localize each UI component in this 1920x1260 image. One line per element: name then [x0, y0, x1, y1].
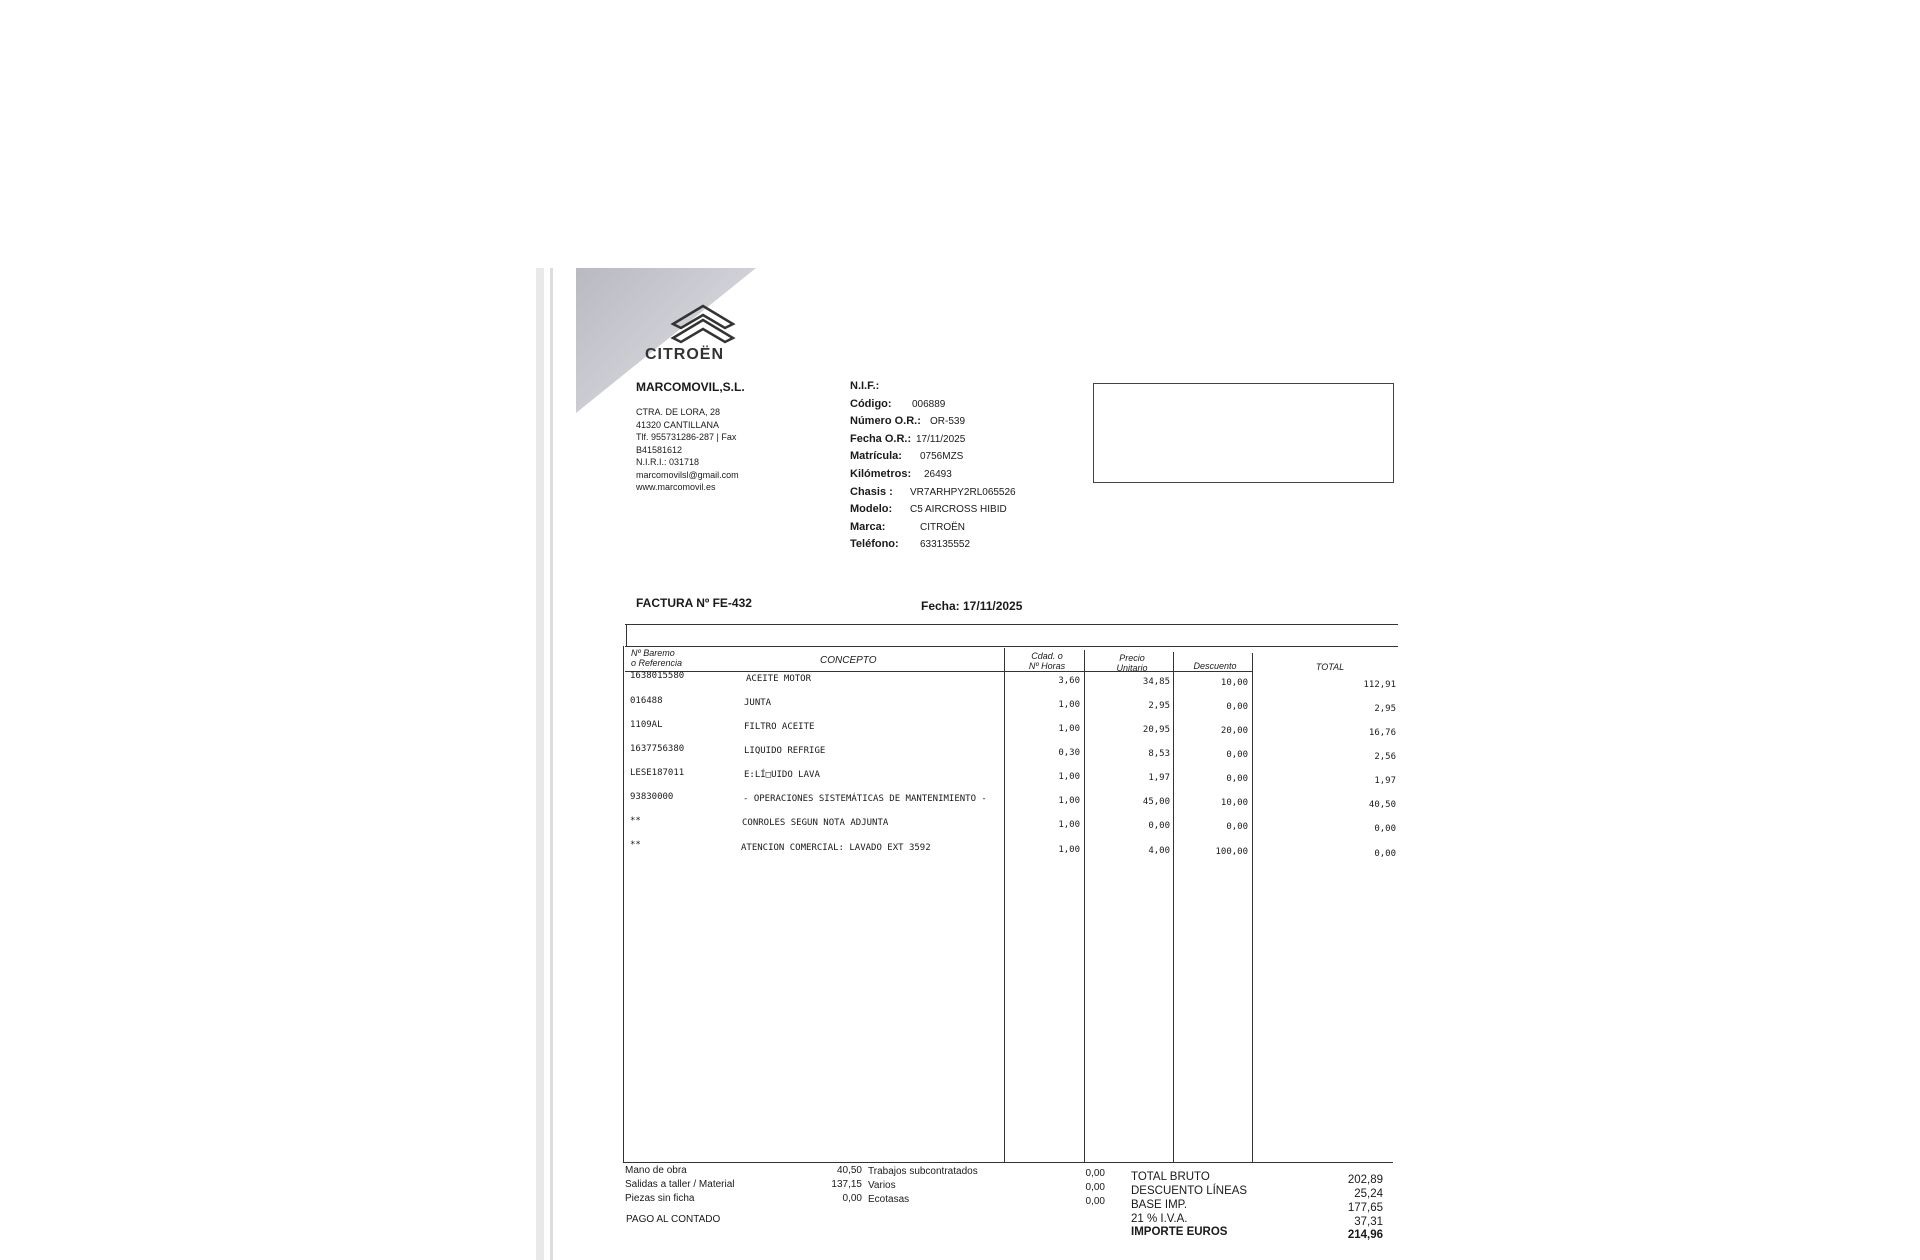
row-qty: 1,00 [1058, 700, 1080, 710]
row-qty: 3,60 [1058, 676, 1080, 686]
header-discount: Descuento [1193, 661, 1237, 671]
header-price-line2: Unitario [1116, 663, 1148, 673]
footer-value: 0,00 [1085, 1168, 1105, 1179]
row-qty: 1,00 [1058, 724, 1080, 734]
row-total: 40,50 [1368, 800, 1396, 810]
total-value: 37,31 [1354, 1216, 1383, 1228]
row-total: 112,91 [1363, 680, 1396, 690]
row-concept: ACEITE MOTOR [746, 674, 812, 684]
info-value: 633135552 [920, 539, 971, 551]
row-ref: 1638015580 [630, 671, 685, 681]
vehicle-info [850, 378, 1016, 554]
row-price: 34,85 [1142, 677, 1170, 687]
info-label: Kilómetros: [850, 467, 912, 480]
info-row-codigo [850, 396, 1016, 414]
row-concept: E:LÍ□UIDO LAVA [744, 770, 820, 780]
col-divider-concept [1004, 648, 1005, 1162]
header-qty-line2: Nº Horas [1028, 661, 1066, 671]
header-ref-line1: Nº Baremo [631, 648, 675, 658]
info-row-chasis [850, 484, 1016, 502]
payment-method: PAGO AL CONTADO [626, 1214, 721, 1225]
grand-total-value: 214,96 [1347, 1229, 1383, 1241]
row-ref: LESE187011 [630, 768, 685, 778]
row-discount: 0,00 [1226, 774, 1248, 784]
total-label: TOTAL BRUTO [1131, 1171, 1210, 1183]
header-ref [631, 648, 682, 668]
client-address-box [1093, 383, 1394, 483]
row-total: 0,00 [1374, 849, 1396, 859]
scan-edge [536, 268, 544, 1260]
row-qty: 1,00 [1058, 796, 1080, 806]
info-row-nif [850, 378, 1016, 396]
row-price: 4,00 [1148, 846, 1170, 856]
footer-label: Ecotasas [868, 1194, 910, 1205]
info-value: 17/11/2025 [916, 433, 966, 445]
info-label: Teléfono: [850, 538, 899, 551]
row-price: 0,00 [1148, 821, 1170, 831]
row-qty: 1,00 [1058, 772, 1080, 782]
header-total: TOTAL [1315, 662, 1345, 672]
info-label: Fecha O.R.: [850, 432, 912, 445]
col-divider-discount [1252, 653, 1253, 1162]
company-name: MARCOMOVIL,S.L. [636, 380, 745, 394]
company-address [636, 406, 739, 494]
row-ref: ** [630, 840, 641, 850]
row-price: 1,97 [1148, 773, 1170, 783]
row-concept: - OPERACIONES SISTEMÁTICAS DE MANTENIMIENTO - [743, 794, 987, 804]
footer-label: Mano de obra [625, 1165, 687, 1176]
info-value: C5 AIRCROSS HIBID [910, 504, 1007, 516]
table-left-border [623, 646, 624, 1162]
footer-label: Varios [868, 1180, 896, 1191]
info-row-marca [850, 519, 1016, 537]
row-ref: 1109AL [630, 720, 663, 730]
table-header-top-line [625, 646, 1398, 647]
company-line: N.I.R.I.: 031718 [636, 457, 700, 467]
row-qty: 0,30 [1058, 748, 1080, 758]
row-concept: CONROLES SEGUN NOTA ADJUNTA [742, 818, 889, 828]
grand-total-label: IMPORTE EUROS [1131, 1226, 1228, 1238]
total-label: DESCUENTO LÍNEAS [1131, 1185, 1248, 1197]
info-row-telefono [850, 536, 1016, 554]
company-line: 41320 CANTILLANA [636, 419, 720, 430]
info-row-fecha-or [850, 431, 1016, 449]
row-discount: 0,00 [1226, 702, 1248, 712]
info-label: Chasis : [850, 485, 893, 498]
total-value: 25,24 [1354, 1188, 1383, 1200]
row-discount: 0,00 [1226, 822, 1248, 832]
info-label: Número O.R.: [850, 415, 921, 428]
info-row-matricula [850, 448, 1016, 466]
footer-label: Salidas a taller / Material [625, 1179, 735, 1190]
info-value: VR7ARHPY2RL065526 [910, 486, 1016, 498]
footer-label: Piezas sin ficha [625, 1193, 695, 1204]
footer-value: 0,00 [1085, 1182, 1105, 1193]
header-qty-line1: Cdad. o [1031, 651, 1063, 661]
row-concept: LIQUIDO REFRIGE [744, 746, 826, 756]
row-ref: 1637756380 [630, 744, 685, 754]
info-label: Matrícula: [850, 450, 902, 463]
chevrons-icon [663, 300, 743, 344]
row-concept: FILTRO ACEITE [744, 722, 815, 732]
company-line: marcomovilsl@gmail.com [636, 469, 739, 480]
table-bottom-line [623, 1162, 1393, 1163]
footer-value: 0,00 [842, 1193, 862, 1204]
row-discount: 10,00 [1220, 798, 1248, 808]
row-concept: JUNTA [744, 698, 772, 708]
header-qty [1012, 651, 1082, 671]
scan-edge-shadow [550, 268, 553, 1260]
row-total: 0,00 [1374, 824, 1396, 834]
row-price: 8,53 [1148, 749, 1170, 759]
row-qty: 1,00 [1058, 820, 1080, 830]
info-row-modelo [850, 501, 1016, 519]
header-concepto: CONCEPTO [820, 655, 877, 666]
info-label: Marca: [850, 520, 886, 533]
invoice-number: FACTURA Nº FE-432 [636, 596, 752, 610]
row-total: 2,56 [1374, 752, 1396, 762]
footer-label: Trabajos subcontratados [868, 1166, 978, 1177]
header-price [1092, 653, 1172, 673]
col-divider-price [1173, 652, 1174, 1162]
row-price: 2,95 [1148, 701, 1170, 711]
footer-value: 0,00 [1085, 1196, 1105, 1207]
info-row-numero-or [850, 413, 1016, 431]
info-label: N.I.F.: [850, 380, 880, 392]
footer-value: 137,15 [831, 1179, 862, 1190]
footer-value: 40,50 [836, 1165, 862, 1176]
info-value: 006889 [912, 398, 946, 410]
row-concept: ATENCION COMERCIAL: LAVADO EXT 3592 [741, 843, 931, 853]
header-ref-line2: o Referencia [631, 658, 683, 668]
total-value: 202,89 [1347, 1174, 1383, 1186]
total-label: BASE IMP. [1131, 1199, 1188, 1211]
row-ref: ** [630, 816, 641, 826]
row-discount: 10,00 [1220, 678, 1248, 688]
row-total: 16,76 [1368, 728, 1396, 738]
invoice-date: Fecha: 17/11/2025 [921, 599, 1023, 613]
brand-name: CITROËN [645, 346, 724, 363]
table-top-left-edge [626, 624, 627, 646]
company-line: Tlf. 955731286-287 | Fax [636, 432, 737, 442]
row-price: 45,00 [1142, 797, 1170, 807]
row-qty: 1,00 [1058, 845, 1080, 855]
info-value: 0756MZS [920, 451, 964, 463]
company-line: B41581612 [636, 444, 683, 455]
row-ref: 93830000 [630, 792, 674, 802]
col-divider-qty [1084, 650, 1085, 1162]
company-line: www.marcomovil.es [636, 482, 716, 492]
info-label: Código: [850, 397, 892, 410]
company-line: CTRA. DE LORA, 28 [636, 407, 721, 417]
info-label: Modelo: [850, 503, 893, 516]
row-total: 2,95 [1374, 704, 1396, 714]
row-total: 1,97 [1374, 776, 1396, 786]
header-price-line1: Precio [1119, 653, 1145, 663]
row-discount: 0,00 [1226, 750, 1248, 760]
table-top-line [625, 624, 1398, 625]
row-ref: 016488 [630, 696, 663, 706]
row-discount: 20,00 [1220, 726, 1248, 736]
row-discount: 100,00 [1215, 847, 1248, 857]
row-price: 20,95 [1142, 725, 1170, 735]
info-value: 26493 [924, 468, 952, 480]
info-value: OR-539 [930, 416, 966, 428]
citroen-logo [645, 300, 755, 366]
total-value: 177,65 [1347, 1202, 1383, 1214]
info-row-kilometros [850, 466, 1016, 484]
total-label: 21 % I.V.A. [1131, 1213, 1188, 1225]
info-value: CITROËN [920, 521, 965, 533]
